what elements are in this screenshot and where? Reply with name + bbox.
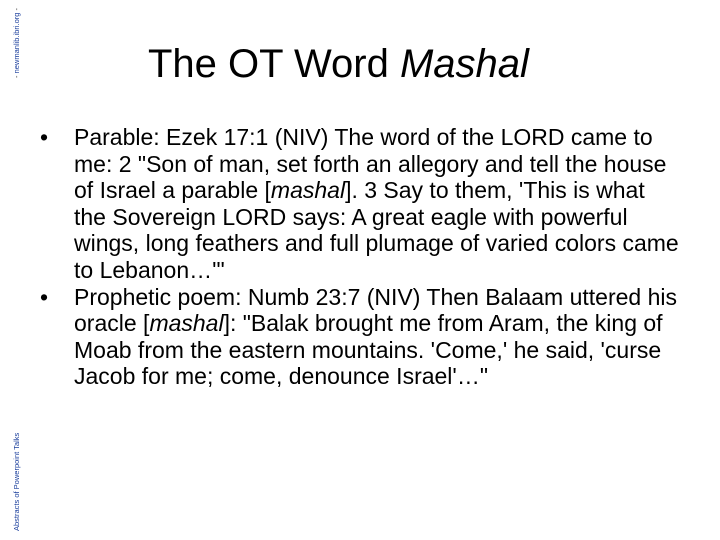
bullet-text-italic: mashal bbox=[149, 310, 224, 337]
collection-label[interactable]: Abstracts of Powerpoint Talks bbox=[12, 432, 21, 531]
bullet-text-after: ]: "Balak brought me from Aram, the king of Moab from the eastern mountains. 'Come,' he said, 'curse Jacob for me; come, denounce Israel'…" bbox=[74, 310, 663, 390]
bullet-prophetic-poem bbox=[40, 284, 680, 390]
bullet-text-italic: mashal bbox=[270, 177, 346, 204]
slide-title bbox=[148, 44, 529, 84]
bullet-text-before: Parable: Ezek 17:1 (NIV) The word of the LORD came to me: 2 "Son of man, set forth an allegory and tell the house of Israel a parable [ bbox=[74, 124, 667, 204]
slide-title-italic: Mashal bbox=[399, 42, 529, 86]
slide-title-main: The OT Word bbox=[148, 42, 400, 86]
source-site-prefix: - bbox=[12, 73, 21, 78]
bullet-parable bbox=[40, 124, 680, 284]
bullet-point-icon: • bbox=[40, 124, 49, 150]
source-site-label bbox=[13, 8, 21, 78]
bullet-text-before: Prophetic poem: Numb 23:7 (NIV) Then Balaam uttered his oracle [ bbox=[74, 283, 677, 337]
source-site-suffix: - bbox=[12, 7, 21, 13]
bullet-list bbox=[40, 124, 680, 390]
bullet-point-icon: • bbox=[40, 283, 49, 310]
source-site-link[interactable]: newmanlib.ibri.org bbox=[12, 12, 21, 74]
bullet-text-after: ]. 3 Say to them, 'This is what the Sovereign LORD says: A great eagle with powerful wings, long feathers and full plumage of varied colors came to Lebanon…'" bbox=[74, 177, 679, 283]
